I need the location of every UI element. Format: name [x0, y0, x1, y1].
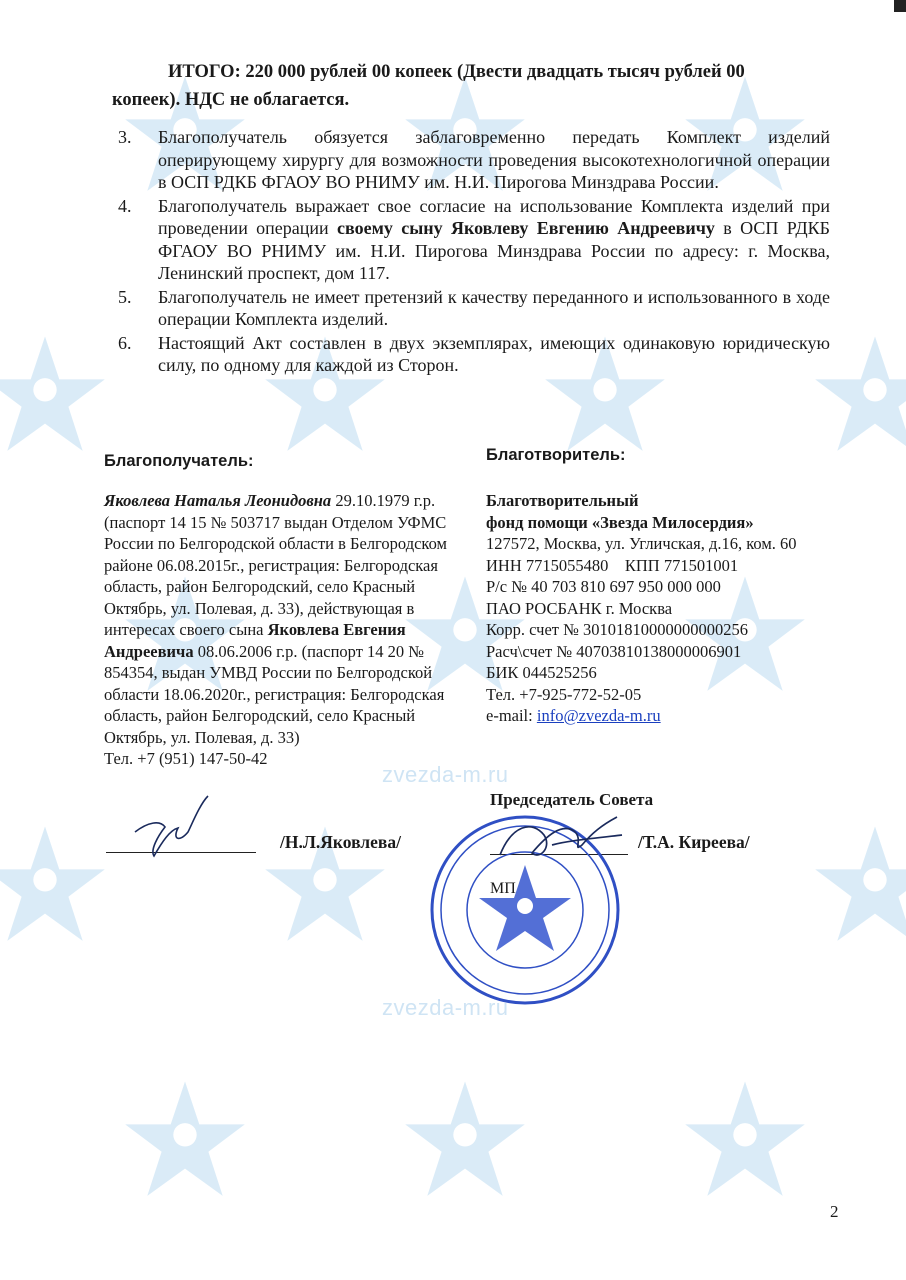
list-item — [118, 195, 830, 285]
seal-placeholder: МП — [490, 880, 516, 897]
beneficiary-phone: Тел. +7 (951) 147-50-42 — [104, 749, 268, 768]
item-number: 5. — [118, 286, 132, 307]
item-text: Настоящий Акт составлен в двух экземплярах, имеющих одинаковую юридическую силу, по одному для каждой из Сторон. — [158, 332, 830, 375]
fund-inn-kpp: ИНН 7715055480 КПП 771501001 — [486, 555, 739, 575]
page-number: 2 — [830, 1202, 839, 1221]
beneficiary-details: Яковлева Наталья Леонидовна 29.10.1979 г.р. (паспорт 14 15 № 503717 выдан Отделом УФМС России по Белгородской области в Белгородском районе 06.08.2015г., регистрация: Белгородская область, район Белгородский, село Красный Октябрь, ул. Полевая, д. 33), действующая в интересах своего сына Яковлева Евгения Андреевича 08.06.2006 г.р. (паспорт 14 20 № 854354, выдан УМВД России по Белгородской области 18.06.2020г., регистрация: Белгородская область, район Белгородский, село Красный Октябрь, ул. Полевая, д. 33) Тел. +7 (951) 147-50-42 — [104, 491, 447, 768]
list-item — [118, 286, 830, 331]
star-watermark-icon — [810, 820, 906, 950]
fund-name-line1: Благотворительный — [486, 491, 639, 510]
fund-name-line2: фонд помощи «Звезда Милосердия» — [486, 512, 754, 532]
star-watermark-icon — [120, 1075, 250, 1205]
fund-phone: Тел. +7-925-772-52-05 — [486, 684, 642, 704]
star-watermark-icon — [400, 1075, 530, 1205]
item-number: 6. — [118, 332, 132, 353]
fund-account: Р/с № 40 703 810 697 950 000 000 — [486, 577, 721, 596]
watermark-text: zvezda-m.ru — [382, 995, 509, 1020]
signature-left — [120, 792, 230, 872]
scan-artifact — [894, 0, 906, 12]
benefactor-details — [486, 490, 826, 727]
fund-email: e-mail: info@zvezda-m.ru — [486, 706, 661, 725]
item-number: 4. — [118, 195, 132, 216]
item-text: Благополучатель выражает свое согласие на использование Комплекта изделий при проведении операции своему сыну Яковлеву Евгению Андреевичу в ОСП РДКБ ФГАОУ ВО РНИМУ им. Н.И. Пирогова Минздрава России по адресу: г. Москва, Ленинский проспект, дом 117. — [158, 195, 830, 283]
item-text: Благополучатель обязуется заблаговременно передать Комплект изделий оперирующему хирургу для возможности проведения высокотехнологичной операции в ОСП РДКБ ФГАОУ ВО РНИМУ им. Н.И. Пирогова Минздрава России. — [158, 127, 830, 192]
fund-settlement-account: Расч\счет № 40703810138000006901 — [486, 641, 742, 661]
fund-corr-account: Корр. счет № 30101810000000000256 — [486, 620, 749, 639]
beneficiary-signature-name: /Н.Л.Яковлева/ — [280, 832, 401, 852]
chairman-title: Председатель Совета — [490, 790, 654, 809]
benefactor-label: Благотворитель: — [486, 446, 626, 464]
star-watermark-icon — [680, 1075, 810, 1205]
list-item — [118, 332, 830, 377]
watermark-text: zvezda-m.ru — [382, 762, 509, 787]
star-watermark-icon — [0, 330, 110, 460]
fund-bank: ПАО РОСБАНК г. Москва — [486, 598, 673, 618]
total-amount: ИТОГО: 220 000 рублей 00 копеек (Двести двадцать тысяч рублей 00 копеек). НДС не облагается. — [112, 62, 745, 110]
star-watermark-icon — [0, 820, 110, 950]
fund-address: 127572, Москва, ул. Угличская, д.16, ком. 60 — [486, 534, 797, 553]
fund-bik: БИК 044525256 — [486, 663, 597, 682]
email-link[interactable]: info@zvezda-m.ru — [536, 706, 661, 725]
numbered-list — [118, 126, 830, 378]
signature-right — [492, 805, 632, 875]
list-item — [118, 126, 830, 194]
item-text: Благополучатель не имеет претензий к качеству переданного и использованного в ходе операции Комплекта изделий. — [158, 286, 830, 329]
item-number: 3. — [118, 127, 132, 147]
beneficiary-label: Благополучатель: — [104, 452, 254, 470]
benefactor-signature-name: /Т.А. Киреева/ — [638, 832, 750, 852]
